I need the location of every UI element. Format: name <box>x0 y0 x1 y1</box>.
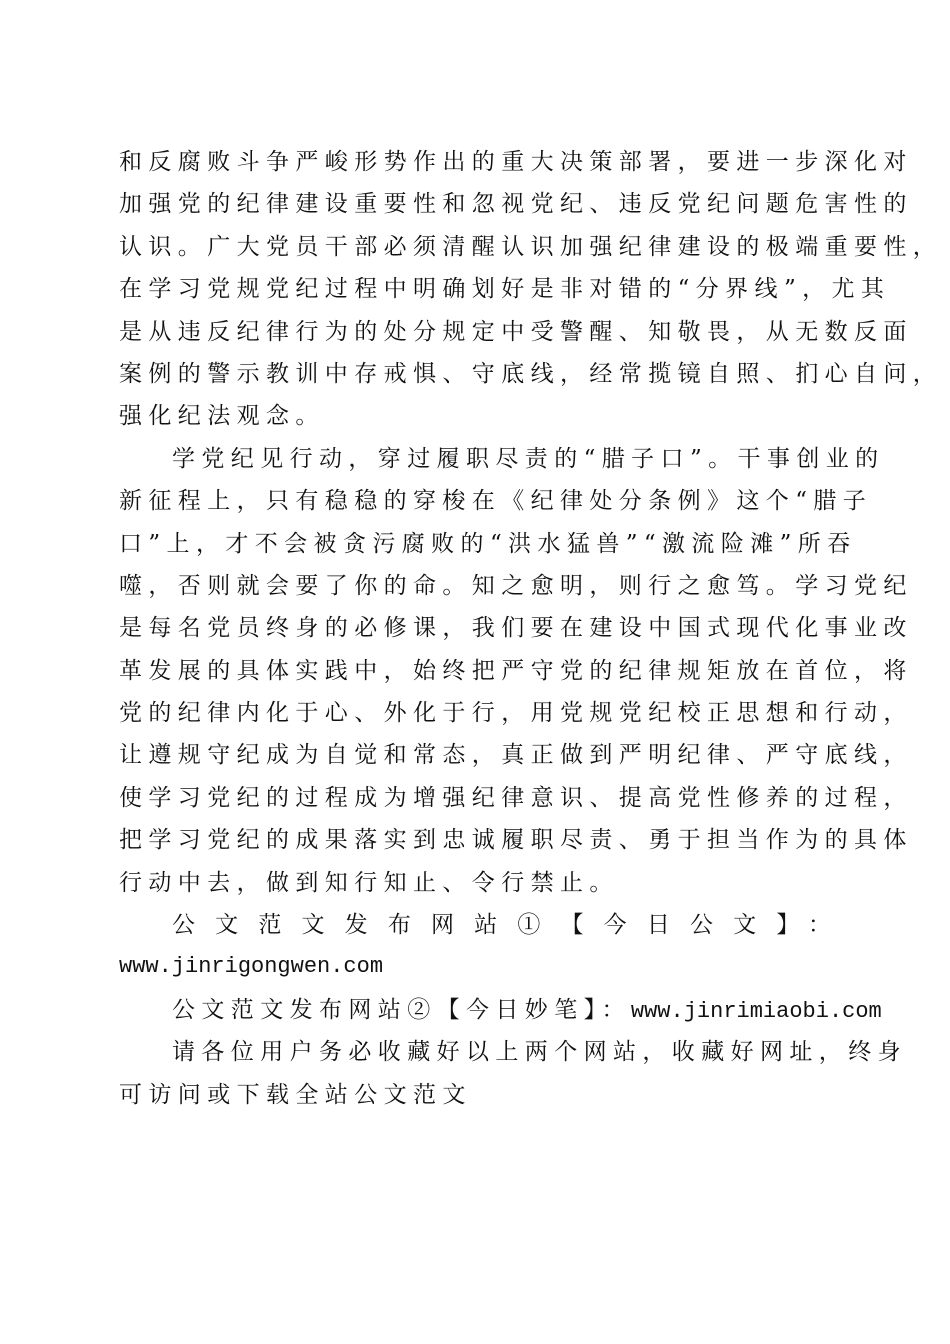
text-line: 案例的警示教训中存戒惧、守底线，经常揽镜自照、扪心自问， <box>119 360 943 387</box>
text-line: 革发展的具体实践中，始终把严守党的纪律规矩放在首位，将 <box>119 657 913 684</box>
notice-line: 可访问或下载全站公文范文 <box>119 1081 472 1108</box>
text-line: 学党纪见行动，穿过履职尽责的“腊子口”。干事创业的 <box>172 445 885 472</box>
footer-notice <box>119 904 907 1116</box>
paragraph-2 <box>119 438 913 904</box>
paragraph-1 <box>119 141 943 438</box>
text-line: 加强党的纪律建设重要性和忽视党纪、违反党纪问题危害性的 <box>119 191 913 218</box>
text-line: 和反腐败斗争严峻形势作出的重大决策部署，要进一步深化对 <box>119 149 913 175</box>
text-line: 行动中去，做到知行知止、令行禁止。 <box>119 869 619 896</box>
text-line: 使学习党纪的过程成为增强纪律意识、提高党性修养的过程， <box>119 784 913 811</box>
text-line: 是每名党员终身的必修课，我们要在建设中国式现代化事业改 <box>119 615 913 642</box>
site2-line <box>119 989 882 1031</box>
text-line: 党的纪律内化于心、外化于行，用党规党纪校正思想和行动， <box>119 700 913 727</box>
text-line: 是从违反纪律行为的处分规定中受警醒、知敬畏，从无数反面 <box>119 318 913 345</box>
text-line: 认识。广大党员干部必须清醒认识加强纪律建设的极端重要性， <box>119 233 943 260</box>
site2-url-link[interactable]: www.jinrimiaobi.com <box>630 998 882 1024</box>
site1-label: 公文范文发布网站①【今日公文】： <box>172 912 831 939</box>
text-line: 口”上，才不会被贪污腐败的“洪水猛兽”“激流险滩”所吞 <box>119 530 857 557</box>
text-line: 新征程上，只有稳稳的穿梭在《纪律处分条例》这个“腊子 <box>119 488 873 515</box>
site1-url-link[interactable]: www.jinrigongwen.com <box>119 954 384 980</box>
document-page <box>119 141 943 1116</box>
text-line: 在学习党规党纪过程中明确划好是非对错的“分界线”，尤其 <box>119 276 891 303</box>
text-line: 把学习党纪的成果落实到忠诚履职尽责、勇于担当作为的具体 <box>119 827 913 854</box>
text-line: 噬，否则就会要了你的命。知之愈明，则行之愈笃。学习党纪 <box>119 572 913 599</box>
notice-line: 请各位用户务必收藏好以上两个网站，收藏好网址，终身 <box>172 1039 907 1066</box>
text-line: 让遵规守纪成为自觉和常态，真正做到严明纪律、严守底线， <box>119 742 913 769</box>
text-line: 强化纪法观念。 <box>119 403 325 430</box>
site2-label: 公文范文发布网站②【今日妙笔】： <box>172 996 631 1023</box>
